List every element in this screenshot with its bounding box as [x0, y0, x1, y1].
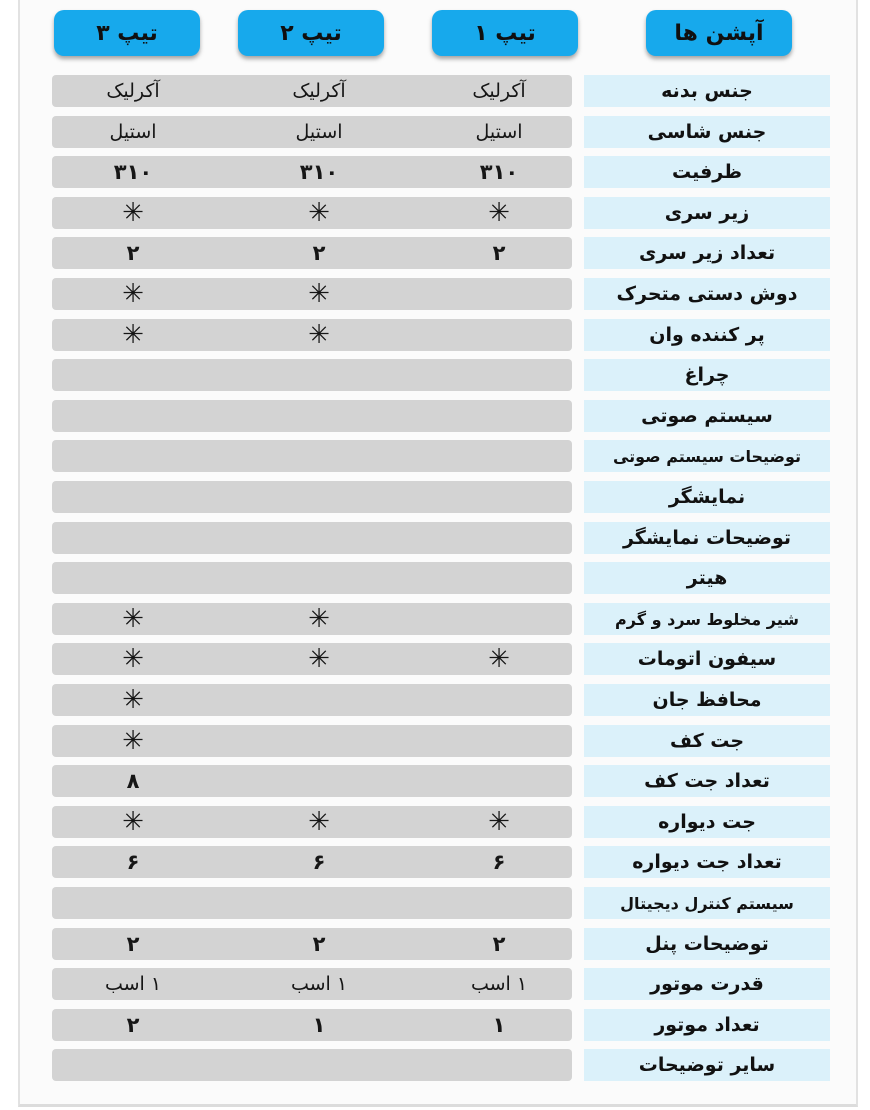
header-type-2: تیپ ۲	[238, 10, 384, 56]
asterisk-icon: ✳	[308, 644, 330, 674]
row-label: سیفون اتومات	[584, 643, 830, 675]
cell-type-3	[58, 440, 208, 472]
table-row	[0, 1009, 870, 1043]
row-label: هیتر	[584, 562, 830, 594]
cell-type-3: ۲	[126, 932, 140, 956]
table-row	[0, 440, 870, 474]
cell-type-2: ۱	[312, 1013, 326, 1037]
cell-type-1	[424, 887, 574, 919]
cell-type-3: آکرلیک	[106, 80, 160, 102]
asterisk-icon: ✳	[308, 279, 330, 309]
cell-type-2	[244, 562, 394, 594]
cell-type-2	[244, 359, 394, 391]
row-label: جت کف	[584, 725, 830, 757]
row-label: دوش دستی متحرک	[584, 278, 830, 310]
cell-type-1: استیل	[475, 121, 523, 143]
table-row	[0, 197, 870, 231]
cell-type-3	[58, 887, 208, 919]
table-row	[0, 603, 870, 637]
cell-type-2: ۲	[312, 241, 326, 265]
table-row	[0, 887, 870, 921]
cell-type-2	[244, 400, 394, 432]
cell-type-1	[424, 603, 574, 635]
row-label: تعداد جت دیواره	[584, 846, 830, 878]
cell-type-1	[424, 481, 574, 513]
cell-type-3: ۶	[126, 850, 140, 874]
table-row	[0, 1049, 870, 1083]
cell-type-2: استیل	[295, 121, 343, 143]
table-row	[0, 156, 870, 190]
header-type-3: تیپ ۳	[54, 10, 200, 56]
row-label: جنس شاسی	[584, 116, 830, 148]
cell-type-3: ۳۱۰	[113, 160, 153, 184]
cell-type-2	[244, 522, 394, 554]
row-label: سیستم صوتی	[584, 400, 830, 432]
cell-type-1	[424, 319, 574, 351]
row-label: سیستم کنترل دیجیتال	[584, 887, 830, 919]
row-label: نمایشگر	[584, 481, 830, 513]
cell-type-3	[58, 481, 208, 513]
table-row	[0, 278, 870, 312]
row-label: تعداد زیر سری	[584, 237, 830, 269]
cell-type-1	[424, 725, 574, 757]
row-label: توضیحات سیستم صوتی	[584, 440, 830, 472]
row-label: جت دیواره	[584, 806, 830, 838]
asterisk-icon: ✳	[308, 198, 330, 228]
cell-type-2	[244, 725, 394, 757]
asterisk-icon: ✳	[488, 198, 510, 228]
table-row	[0, 928, 870, 962]
cell-type-3: ۲	[126, 241, 140, 265]
cell-type-2	[244, 1049, 394, 1081]
table-row	[0, 400, 870, 434]
cell-type-3: استیل	[109, 121, 157, 143]
cell-type-1: ۶	[492, 850, 506, 874]
table-row	[0, 481, 870, 515]
cell-type-3	[58, 522, 208, 554]
table-row	[0, 562, 870, 596]
cell-type-2	[244, 887, 394, 919]
cell-type-1: ۲	[492, 932, 506, 956]
row-label: سایر توضیحات	[584, 1049, 830, 1081]
row-label: تعداد موتور	[584, 1009, 830, 1041]
asterisk-icon: ✳	[122, 198, 144, 228]
cell-type-2: ۲	[312, 932, 326, 956]
row-label: توضیحات نمایشگر	[584, 522, 830, 554]
cell-type-2: ۱ اسب	[290, 973, 348, 995]
asterisk-icon: ✳	[122, 279, 144, 309]
table-row	[0, 846, 870, 880]
asterisk-icon: ✳	[308, 320, 330, 350]
cell-type-3: ۸	[126, 769, 140, 793]
asterisk-icon: ✳	[308, 604, 330, 634]
table-row	[0, 684, 870, 718]
asterisk-icon: ✳	[122, 726, 144, 756]
asterisk-icon: ✳	[488, 807, 510, 837]
cell-type-1	[424, 1049, 574, 1081]
cell-type-1	[424, 400, 574, 432]
cell-type-1: آکرلیک	[472, 80, 526, 102]
row-label: ظرفیت	[584, 156, 830, 188]
row-label: تعداد جت کف	[584, 765, 830, 797]
header-options: آپشن ها	[646, 10, 792, 56]
cell-type-2	[244, 440, 394, 472]
row-label: چراغ	[584, 359, 830, 391]
cell-type-2	[244, 684, 394, 716]
cell-type-1	[424, 440, 574, 472]
cell-type-1: ۳۱۰	[479, 160, 519, 184]
cell-type-3	[58, 400, 208, 432]
table-row	[0, 725, 870, 759]
asterisk-icon: ✳	[122, 807, 144, 837]
table-row	[0, 116, 870, 150]
cell-type-2: آکرلیک	[292, 80, 346, 102]
table-row	[0, 237, 870, 271]
cell-type-3	[58, 1049, 208, 1081]
asterisk-icon: ✳	[122, 604, 144, 634]
cell-type-3	[58, 562, 208, 594]
row-label: شیر مخلوط سرد و گرم	[584, 603, 830, 635]
table-row	[0, 522, 870, 556]
cell-type-1	[424, 359, 574, 391]
cell-type-1	[424, 278, 574, 310]
row-label: قدرت موتور	[584, 968, 830, 1000]
asterisk-icon: ✳	[488, 644, 510, 674]
asterisk-icon: ✳	[122, 644, 144, 674]
row-label: محافظ جان	[584, 684, 830, 716]
cell-type-1: ۲	[492, 241, 506, 265]
cell-type-2: ۶	[312, 850, 326, 874]
cell-type-1: ۱ اسب	[470, 973, 528, 995]
cell-type-2	[244, 481, 394, 513]
cell-type-1	[424, 562, 574, 594]
table-row	[0, 75, 870, 109]
table-row	[0, 643, 870, 677]
row-label: پر کننده وان	[584, 319, 830, 351]
table-row	[0, 359, 870, 393]
asterisk-icon: ✳	[122, 685, 144, 715]
cell-type-1	[424, 522, 574, 554]
cell-type-1	[424, 684, 574, 716]
table-row	[0, 765, 870, 799]
row-label: توضیحات پنل	[584, 928, 830, 960]
asterisk-icon: ✳	[308, 807, 330, 837]
cell-type-1	[424, 765, 574, 797]
table-row	[0, 319, 870, 353]
row-label: جنس بدنه	[584, 75, 830, 107]
table-row	[0, 968, 870, 1002]
cell-type-3: ۲	[126, 1013, 140, 1037]
cell-type-3: ۱ اسب	[104, 973, 162, 995]
cell-type-1: ۱	[492, 1013, 506, 1037]
cell-type-2: ۳۱۰	[299, 160, 339, 184]
cell-type-3	[58, 359, 208, 391]
table-row	[0, 806, 870, 840]
header-type-1: تیپ ۱	[432, 10, 578, 56]
asterisk-icon: ✳	[122, 320, 144, 350]
row-label: زیر سری	[584, 197, 830, 229]
cell-type-2	[244, 765, 394, 797]
